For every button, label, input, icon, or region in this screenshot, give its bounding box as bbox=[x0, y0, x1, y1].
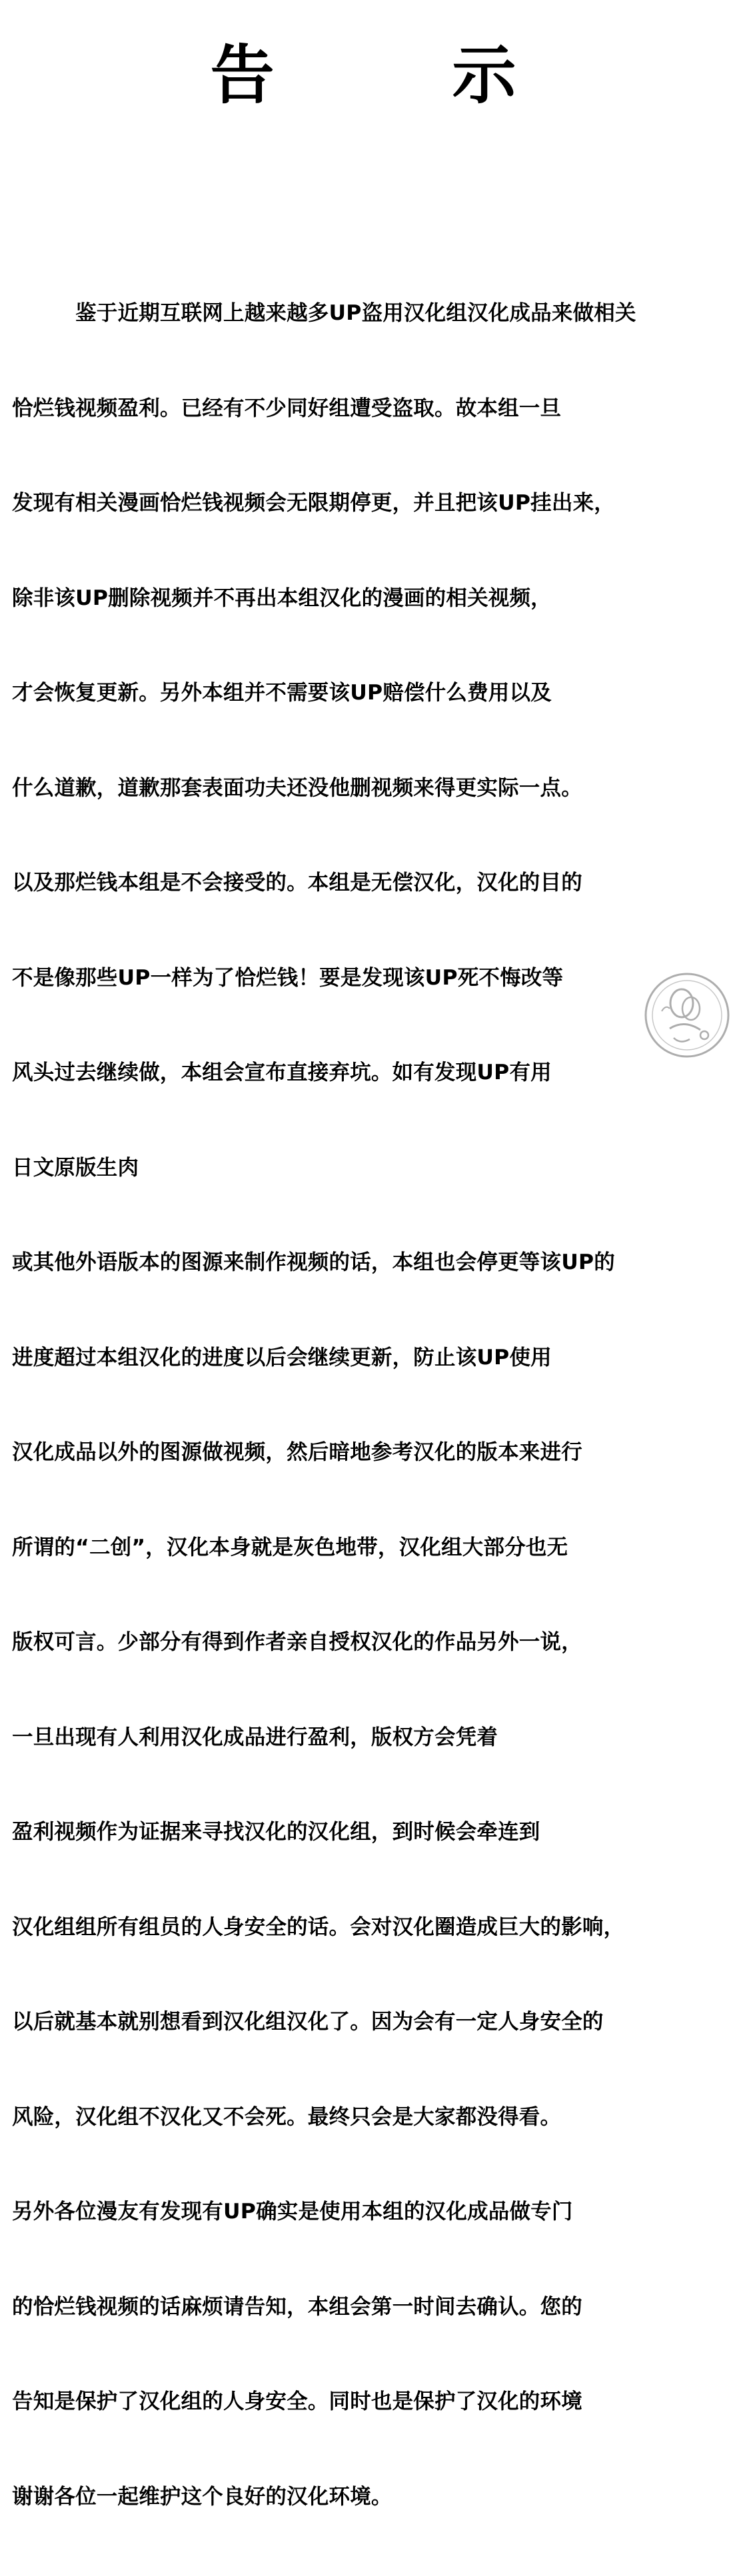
notice-line: 汉化组组所有组员的人身安全的话。会对汉化圈造成巨大的影响， bbox=[12, 1915, 625, 1939]
notice-line: 恰烂钱视频盈利。已经有不少同好组遭受盗取。故本组一旦 bbox=[12, 396, 562, 420]
notice-line: 所谓的“二创”，汉化本身就是灰色地带，汉化组大部分也无 bbox=[12, 1535, 568, 1559]
notice-line: 告知是保护了汉化组的人身安全。同时也是保护了汉化的环境 bbox=[12, 2389, 582, 2413]
notice-line: 以及那烂钱本组是不会接受的。本组是无偿汉化，汉化的目的 bbox=[12, 871, 582, 895]
notice-line: 盈利视频作为证据来寻找汉化的汉化组，到时候会牵连到 bbox=[12, 1820, 540, 1844]
notice-line: 版权可言。少部分有得到作者亲自授权汉化的作品另外一说， bbox=[12, 1630, 582, 1654]
notice-line: 风头过去继续做，本组会宣布直接弃坑。如有发现UP有用 bbox=[12, 1061, 552, 1084]
notice-line: 鉴于近期互联网上越来越多UP盗用汉化组汉化成品来做相关 bbox=[12, 301, 636, 325]
notice-line: 或其他外语版本的图源来制作视频的话，本组也会停更等该UP的 bbox=[12, 1250, 615, 1274]
notice-line: 一旦出现有人利用汉化成品进行盈利，版权方会凭着 bbox=[12, 1725, 498, 1749]
notice-line: 进度超过本组汉化的进度以后会继续更新，防止该UP使用 bbox=[12, 1345, 552, 1370]
page-title: 告 示 bbox=[210, 38, 533, 113]
notice-line: 谢谢各位一起维护这个良好的汉化环境。 bbox=[12, 2484, 392, 2509]
notice-line: 风险，汉化组不汉化又不会死。最终只会是大家都没得看。 bbox=[12, 2104, 562, 2129]
notice-line: 日文原版生肉 bbox=[12, 1155, 139, 1180]
notice-line: 才会恢复更新。另外本组并不需要该UP赔偿什么费用以及 bbox=[12, 681, 552, 705]
notice-line: 发现有相关漫画恰烂钱视频会无限期停更，并且把该UP挂出来， bbox=[12, 491, 615, 515]
notice-line: 什么道歉，道歉那套表面功夫还没他删视频来得更实际一点。 bbox=[12, 775, 582, 800]
notice-body bbox=[12, 234, 731, 2576]
notice-line: 的恰烂钱视频的话麻烦请告知，本组会第一时间去确认。您的 bbox=[12, 2294, 582, 2319]
notice-line: 汉化成品以外的图源做视频，然后暗地参考汉化的版本来进行 bbox=[12, 1440, 582, 1464]
notice-line: 不是像那些UP一样为了恰烂钱！要是发现该UP死不悔改等 bbox=[12, 965, 564, 990]
notice-line: 以后就基本就别想看到汉化组汉化了。因为会有一定人身安全的 bbox=[12, 2010, 604, 2034]
watermark-stamp-icon bbox=[643, 971, 731, 1059]
notice-line: 另外各位漫友有发现有UP确实是使用本组的汉化成品做专门 bbox=[12, 2200, 573, 2224]
notice-line: 除非该UP删除视频并不再出本组汉化的漫画的相关视频， bbox=[12, 586, 552, 610]
